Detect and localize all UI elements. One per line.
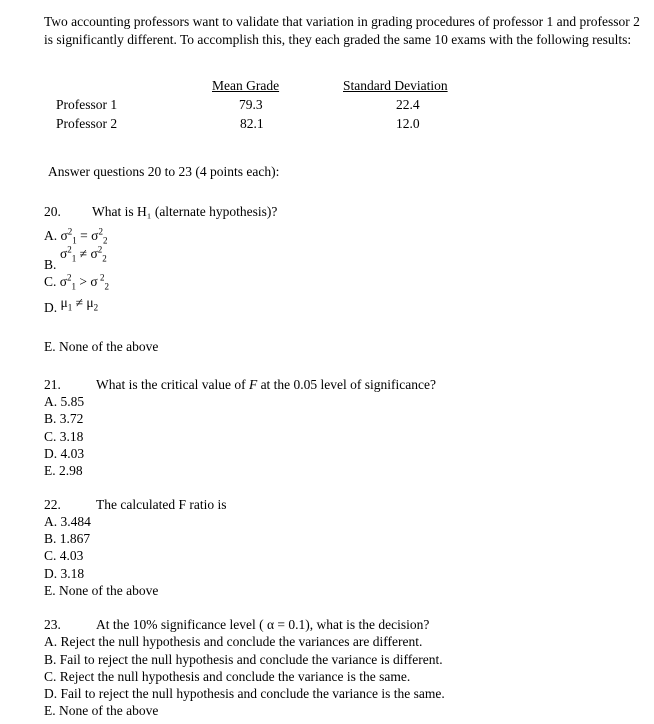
- q22-option-e: E. None of the above: [44, 583, 159, 598]
- problem-intro: Two accounting professors want to validate that variation in grading procedures of professor 1 and professor 2 is significantly different. To accomplish this, they each graded the same 10 exams with the following results:: [44, 14, 640, 47]
- q23-option-a: A. Reject the null hypothesis and conclude the variances are different.: [44, 634, 423, 649]
- q23-number: 23.: [44, 617, 61, 632]
- q20-option-a: A. $\sigma^2_1 = \sigma^2_2$: [44, 226, 108, 246]
- q20-number: 20.: [44, 204, 61, 219]
- q21-text: [96, 376, 436, 393]
- q22-option-a: A. 3.484: [44, 514, 91, 529]
- header-standard-deviation: Standard Deviation: [343, 78, 448, 93]
- q21-text-pre: What is the critical value of: [96, 377, 249, 392]
- q23-option-e: E. None of the above: [44, 703, 159, 718]
- q21-option-c: C. 3.18: [44, 429, 84, 444]
- row-label-professor-2: Professor 2: [56, 116, 118, 131]
- q20-option-d-letter: D.: [44, 300, 58, 315]
- instructions: Answer questions 20 to 23 (4 points each):: [48, 164, 280, 179]
- q20-option-c: C. $\sigma^2_1 > \sigma$ $^2_2$: [44, 272, 109, 292]
- q20-text: What is H₁ (alternate hypothesis)?: [92, 204, 278, 219]
- q22-text: The calculated F ratio is: [96, 497, 227, 512]
- q22-number: 22.: [44, 497, 61, 512]
- mean-professor-2: 82.1: [240, 116, 264, 131]
- q22-option-c: C. 4.03: [44, 548, 84, 563]
- q21-text-var: F: [248, 377, 258, 392]
- q20-option-c-letter: C.: [44, 274, 57, 289]
- q21-option-b: B. 3.72: [44, 411, 84, 426]
- q20-option-b-formula: $\sigma^2_1 \ne \sigma^2_2$: [60, 244, 107, 264]
- q21-option-a: A. 5.85: [44, 394, 85, 409]
- header-mean-grade: Mean Grade: [212, 78, 280, 93]
- sd-professor-1: 22.4: [396, 97, 420, 112]
- q20-option-a-letter: A.: [44, 228, 58, 243]
- q23-text: At the 10% significance level ( α = 0.1), what is the decision?: [96, 617, 430, 632]
- q20-option-e: E. None of the above: [44, 339, 159, 354]
- q22-option-b: B. 1.867: [44, 531, 91, 546]
- sd-professor-2: 12.0: [396, 116, 420, 131]
- q21-number: 21.: [44, 377, 61, 392]
- q20-option-b-letter: B.: [44, 257, 57, 272]
- q23-option-d: D. Fail to reject the null hypothesis and conclude the variance is the same.: [44, 686, 445, 701]
- q21-option-e: E. 2.98: [44, 463, 83, 478]
- mean-professor-1: 79.3: [239, 97, 263, 112]
- q20-option-d: D. $\mu_1 \ne \mu_2$: [44, 295, 99, 315]
- q23-option-b: B. Fail to reject the null hypothesis and conclude the variance is different.: [44, 652, 443, 667]
- row-label-professor-1: Professor 1: [56, 97, 118, 112]
- q22-option-d: D. 3.18: [44, 566, 85, 581]
- q21-text-post: at the 0.05 level of significance?: [257, 377, 436, 392]
- q23-option-c: C. Reject the null hypothesis and conclude the variance is the same.: [44, 669, 411, 684]
- q21-option-d: D. 4.03: [44, 446, 85, 461]
